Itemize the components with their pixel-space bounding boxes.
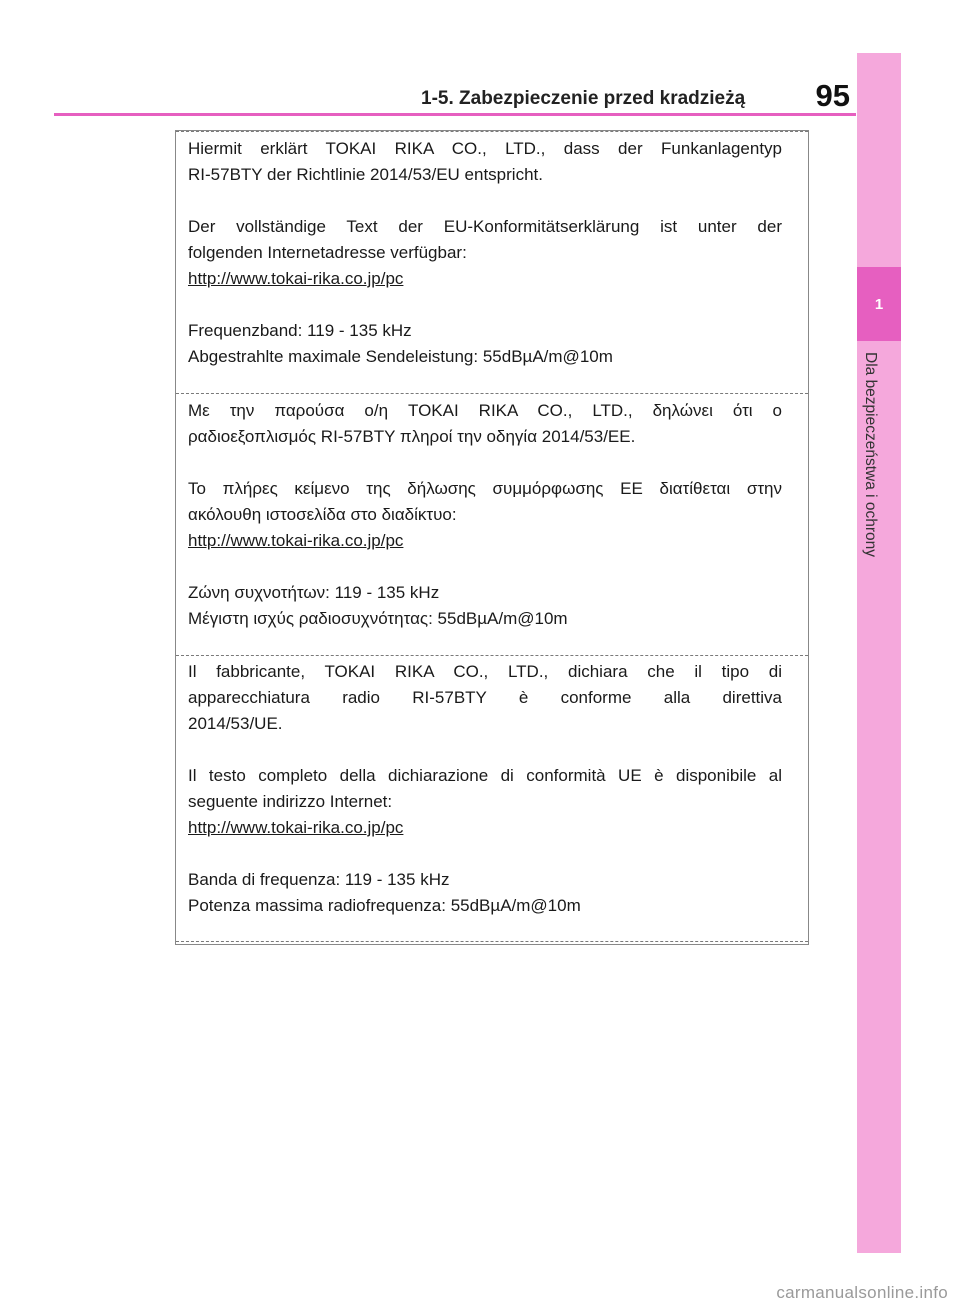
german-line-1: Hiermit erklärt TOKAI RIKA CO., LTD., dass der Funkanlagentyp: [188, 139, 782, 158]
page-header: [54, 74, 856, 114]
site-watermark: carmanualsonline.info: [776, 1283, 948, 1302]
italian-line-3: 2014/53/UE.: [188, 714, 283, 733]
german-line-3: Der vollständige Text der EU-Konformitätserklärung ist unter der: [188, 217, 782, 236]
italian-url-link[interactable]: http://www.tokai-rika.co.jp/pc: [188, 818, 404, 837]
italian-line-5: seguente indirizzo Internet:: [188, 792, 393, 811]
italian-line-1: Il fabbricante, TOKAI RIKA CO., LTD., dichiara che il tipo di: [188, 662, 782, 681]
section-divider: [176, 393, 808, 394]
greek-url-link[interactable]: http://www.tokai-rika.co.jp/pc: [188, 531, 404, 550]
chapter-title: Dla bezpieczeństwa i ochrony: [862, 352, 879, 558]
greek-declaration: [188, 398, 782, 632]
greek-line-3: Το πλήρες κείμενο της δήλωσης συμμόρφωσης ΕΕ διατίθεται στην: [188, 479, 782, 498]
german-url-link[interactable]: http://www.tokai-rika.co.jp/pc: [188, 269, 404, 288]
italian-line-4: Il testo completo della dichiarazione di conformità UE è disponibile al: [188, 766, 782, 785]
section-divider: [176, 131, 808, 132]
greek-line-4: ακόλουθη ιστοσελίδα στο διαδίκτυο:: [188, 505, 457, 524]
chapter-side-tab: [857, 53, 901, 1253]
italian-frequency-band: Banda di frequenza: 119 - 135 kHz: [188, 870, 450, 889]
italian-line-2: apparecchiatura radio RI-57BTY è conforme alla direttiva: [188, 688, 782, 707]
german-max-power: Abgestrahlte maximale Sendeleistung: 55dBµA/m@10m: [188, 347, 613, 366]
german-frequency-band: Frequenzband: 119 - 135 kHz: [188, 321, 412, 340]
greek-line-2: ραδιοεξοπλισμός RI-57BTY πληροί την οδηγία 2014/53/ΕΕ.: [188, 427, 636, 446]
greek-line-1: Με την παρούσα ο/η TOKAI RIKA CO., LTD., δηλώνει ότι ο: [188, 401, 782, 420]
german-declaration: [188, 136, 782, 370]
page-number: 95: [815, 78, 850, 113]
conformity-notice-box: [175, 130, 809, 945]
section-divider: [176, 941, 808, 942]
section-title: 1-5. Zabezpieczenie przed kradzieżą: [421, 88, 746, 109]
german-line-2: RI-57BTY der Richtlinie 2014/53/EU entspricht.: [188, 165, 543, 184]
italian-declaration: [188, 659, 782, 919]
german-line-4: folgenden Internetadresse verfügbar:: [188, 243, 467, 262]
greek-frequency-band: Ζώνη συχνοτήτων: 119 - 135 kHz: [188, 583, 440, 602]
chapter-number-badge: 1: [857, 267, 901, 341]
section-divider: [176, 655, 808, 656]
header-divider: [54, 113, 856, 116]
italian-max-power: Potenza massima radiofrequenza: 55dBµA/m@10m: [188, 896, 581, 915]
greek-max-power: Μέγιστη ισχύς ραδιοσυχνότητας: 55dBµA/m@10m: [188, 609, 568, 628]
